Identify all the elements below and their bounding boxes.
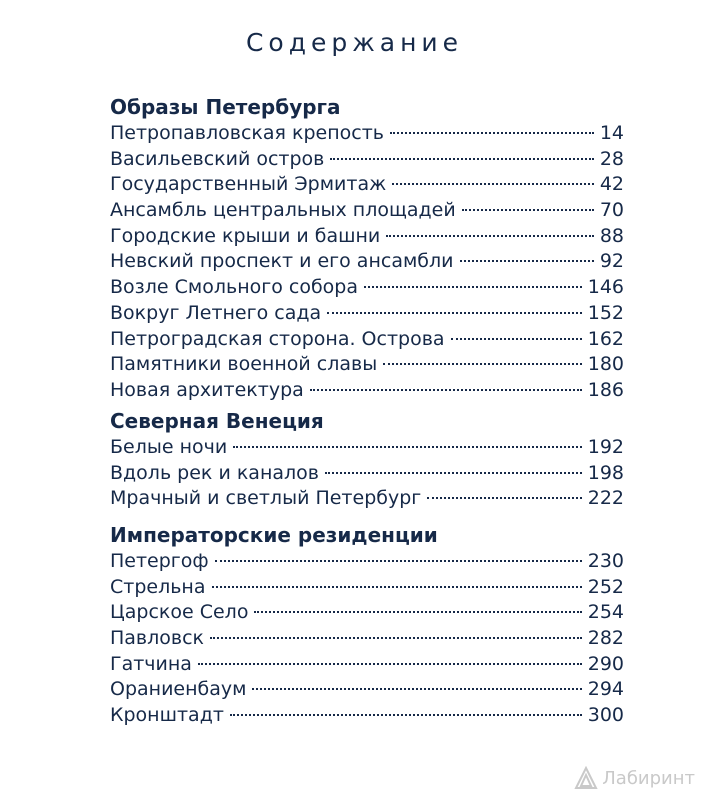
toc-entry[interactable] [110, 461, 624, 487]
toc-entry[interactable] [110, 352, 624, 378]
page-number: 252 [587, 575, 624, 598]
dot-leader [462, 209, 594, 211]
page-number: 230 [587, 550, 624, 572]
dot-leader [210, 637, 582, 639]
dot-leader [364, 286, 582, 288]
entry-title: Новая архитектура [110, 378, 304, 401]
page-number: 70 [599, 199, 624, 222]
page-number: 14 [599, 122, 624, 144]
page-number: 146 [587, 276, 624, 299]
section-heading: Императорские резиденции [110, 523, 438, 547]
entry-title: Мрачный и светлый Петербург [110, 487, 422, 510]
section-heading: Образы Петербурга [110, 95, 341, 119]
toc-section-images-of-petersburg [110, 93, 624, 404]
entry-title: Царское Село [110, 601, 249, 624]
entry-title: Вдоль рек и каналов [110, 461, 319, 484]
page-number: 186 [587, 378, 624, 401]
dot-leader [386, 235, 594, 237]
entry-title: Гатчина [110, 652, 192, 675]
page-number: 42 [599, 173, 624, 196]
toc-entry[interactable] [110, 275, 624, 301]
dot-leader [383, 363, 582, 365]
entry-title: Городские крыши и башни [110, 224, 381, 247]
entry-title: Ораниенбаум [110, 678, 247, 701]
dot-leader [325, 472, 582, 474]
toc-entry[interactable] [110, 626, 624, 652]
toc-entry[interactable] [110, 600, 624, 626]
page-number: 222 [587, 487, 624, 510]
page-number: 152 [587, 301, 624, 324]
page-number: 162 [587, 327, 624, 350]
dot-leader [254, 611, 581, 613]
dot-leader [330, 158, 593, 160]
toc-entry[interactable] [110, 172, 624, 198]
entry-title: Петергоф [110, 550, 209, 572]
page-number: 192 [587, 436, 624, 458]
page-number: 282 [587, 627, 624, 650]
toc-entry[interactable] [110, 677, 624, 703]
entry-title: Петропавловская крепость [110, 122, 384, 144]
page-number: 254 [587, 601, 624, 624]
toc-entry[interactable] [110, 121, 624, 147]
toc-entry[interactable] [110, 575, 624, 601]
entry-title: Ансамбль центральных площадей [110, 199, 456, 222]
entry-title: Возле Смольного собора [110, 276, 359, 299]
entry-title: Государственный Эрмитаж [110, 173, 387, 196]
page-number: 28 [599, 147, 624, 170]
entry-title: Памятники военной славы [110, 353, 378, 376]
page-number: 180 [587, 353, 624, 376]
toc-entry[interactable] [110, 703, 624, 729]
toc-entry[interactable] [110, 249, 624, 275]
page-number: 198 [587, 461, 624, 484]
dot-leader [460, 260, 594, 262]
dot-leader [198, 663, 582, 665]
dot-leader [427, 497, 581, 499]
entry-title: Стрельна [110, 575, 206, 598]
toc-entry[interactable] [110, 652, 624, 678]
page-number: 88 [599, 224, 624, 247]
entry-title: Петроградская сторона. Острова [110, 327, 445, 350]
watermark [574, 766, 695, 790]
dot-leader [252, 688, 581, 690]
toc-section-northern-venice [110, 407, 624, 512]
toc-entry[interactable] [110, 198, 624, 224]
labyrinth-logo-icon [574, 766, 598, 790]
toc-entry[interactable] [110, 224, 624, 250]
toc-entry[interactable] [110, 486, 624, 512]
dot-leader [215, 560, 582, 562]
toc-entry[interactable] [110, 301, 624, 327]
toc-entry[interactable] [110, 435, 624, 461]
toc-entry[interactable] [110, 147, 624, 173]
toc-section-imperial-residences [110, 521, 624, 729]
page-title: Содержание [245, 28, 464, 57]
dot-leader [310, 389, 582, 391]
dot-leader [390, 132, 594, 134]
page-number: 290 [587, 652, 624, 675]
page-number: 294 [587, 678, 624, 701]
dot-leader [233, 446, 582, 448]
page-number: 300 [587, 704, 624, 727]
entry-title: Вокруг Летнего сада [110, 301, 322, 324]
entry-title: Васильевский остров [110, 147, 325, 170]
toc-entry[interactable] [110, 327, 624, 353]
toc-entry[interactable] [110, 549, 624, 575]
toc-entry[interactable] [110, 378, 624, 404]
entry-title: Павловск [110, 627, 205, 650]
entry-title: Невский проспект и его ансамбли [110, 250, 454, 273]
entry-title: Кронштадт [110, 704, 224, 727]
dot-leader [230, 714, 582, 716]
page-number: 92 [599, 250, 624, 273]
dot-leader [392, 183, 594, 185]
dot-leader [451, 338, 582, 340]
dot-leader [212, 586, 582, 588]
dot-leader [327, 312, 582, 314]
section-heading: Северная Венеция [110, 409, 324, 433]
entry-title: Белые ночи [110, 436, 228, 458]
watermark-text: Лабиринт [602, 767, 695, 789]
